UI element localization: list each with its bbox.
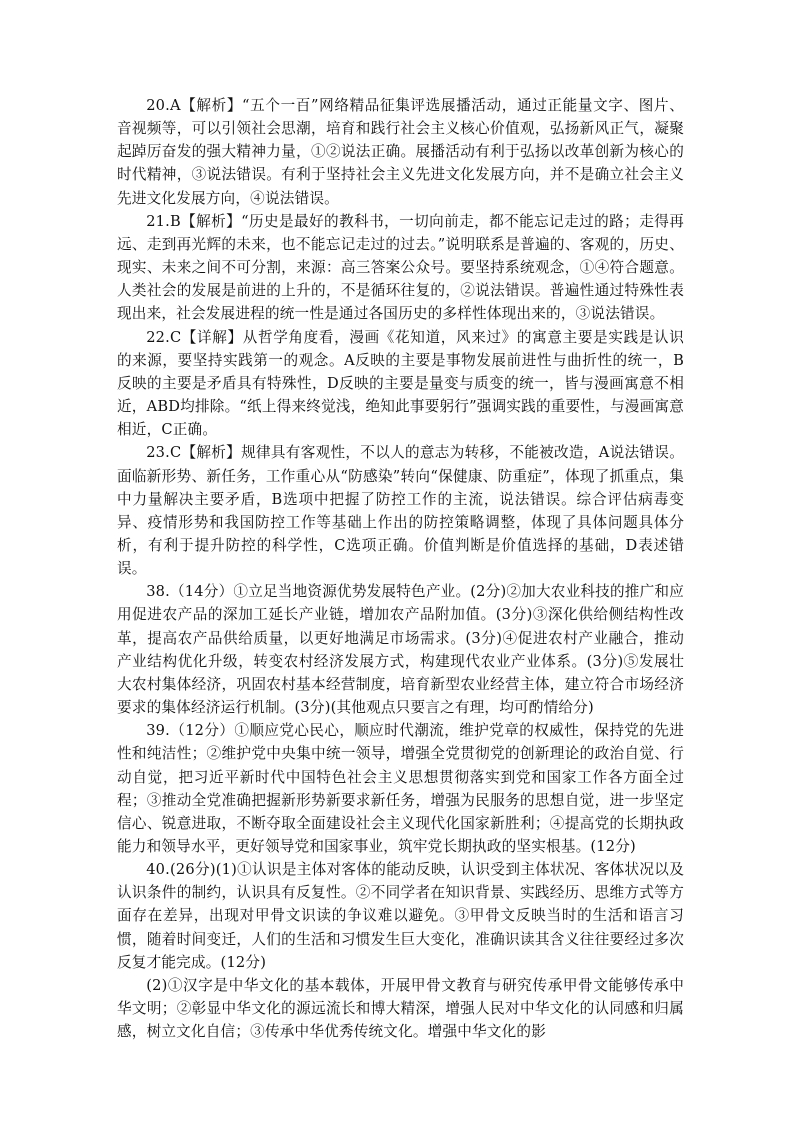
answer-paragraph-20: 20.A【解析】“五个一百”网络精品征集评选展播活动，通过正能量文字、图片、音视频等，可以引领社会思潮，培育和践行社会主义核心价值观，弘扬新风正气，凝聚起踔厉奋发的强大精神力量，①②说法正确。展播活动有利于弘扬以改革创新为核心的时代精神，③说法错误。有利于坚持社会主义先进文化发展方向，并不是确立社会主义先进文化发展方向，④说法错误。 <box>117 97 684 207</box>
answer-document <box>117 94 684 1043</box>
answer-paragraph-40-part1: 40.(26分)(1)①认识是主体对客体的能动反映，认识受到主体状况、客体状况以及认识条件的制约，认识具有反复性。②不同学者在知识背景、实践经历、思维方式等方面存在差异，出现对甲骨文识读的争议难以避免。③甲骨文反映当时的生活和语言习惯，随着时间变迁，人们的生活和习惯发生巨大变化，准确识读其含义往往要经过多次反复才能完成。(12分) <box>117 861 684 971</box>
answer-paragraph-38: 38.（14分）①立足当地资源优势发展特色产业。(2分)②加大农业科技的推广和应用促进农产品的深加工延长产业链，增加农产品附加值。(3分)③深化供给侧结构性改革，提高农产品供给质量，以更好地满足市场需求。(3分)④促进农村产业融合，推动产业结构优化升级，转变农村经济发展方式，构建现代农业产业体系。(3分)⑤发展壮大农村集体经济，巩固农村基本经营制度，培育新型农业经营主体，建立符合市场经济要求的集体经济运行机制。(3分)(其他观点只要言之有理，均可酌情给分) <box>117 583 684 717</box>
answer-paragraph-22: 22.C【详解】从哲学角度看，漫画《花知道，风来过》的寓意主要是实践是认识的来源，要坚持实践第一的观念。A反映的主要是事物发展前进性与曲折性的统一，B反映的主要是矛盾具有特殊性，D反映的主要是量变与质变的统一，皆与漫画寓意不相近，ABD均排除。“纸上得来终觉浅，绝知此事要躬行”强调实践的重要性，与漫画寓意相近，C正确。 <box>117 328 684 439</box>
answer-paragraph-21: 21.B【解析】“历史是最好的教科书，一切向前走，都不能忘记走过的路；走得再远、走到再光辉的未来，也不能忘记走过的过去。”说明联系是普遍的、客观的，历史、现实、未来之间不可分割，来源：高三答案公众号。要坚持系统观念，①④符合题意。人类社会的发展是前进的上升的，不是循环往复的，②说法错误。普遍性通过特殊性表现出来，社会发展进程的统一性是通过各国历史的多样性体现出来的，③说法错误。 <box>117 212 684 323</box>
answer-paragraph-23: 23.C【解析】规律具有客观性，不以人的意志为转移，不能被改造，A说法错误。面临新形势、新任务，工作重心从“防感染”转向“保健康、防重症”，体现了抓重点，集中力量解决主要矛盾，B选项中把握了防控工作的主流，说法错误。综合评估病毒变异、疫情形势和我国防控工作等基础上作出的防控策略调整，体现了具体问题具体分析，有利于提升防控的科学性，C选项正确。价值判断是价值选择的基础，D表述错误。 <box>117 444 684 578</box>
answer-paragraph-40-part2: (2)①汉字是中华文化的基本载体，开展甲骨文教育与研究传承甲骨文能够传承中华文明；②彰显中华文化的源远流长和博大精深，增强人民对中华文化的认同感和归属感，树立文化自信；③传承中华优秀传统文化。增强中华文化的影 <box>117 976 684 1041</box>
answer-paragraph-39: 39.（12分）①顺应党心民心，顺应时代潮流，维护党章的权威性，保持党的先进性和纯洁性；②维护党中央集中统一领导，增强全党贯彻党的创新理论的政治自觉、行动自觉，把习近平新时代中国特色社会主义思想贯彻落实到党和国家工作各方面全过程；③推动全党准确把握新形势新要求新任务，增强为民服务的思想自觉，进一步坚定信心、锐意进取，不断夺取全面建设社会主义现代化国家新胜利；④提高党的长期执政能力和领导水平，更好领导党和国家事业，筑牢党长期执政的坚实根基。(12分) <box>117 722 684 855</box>
